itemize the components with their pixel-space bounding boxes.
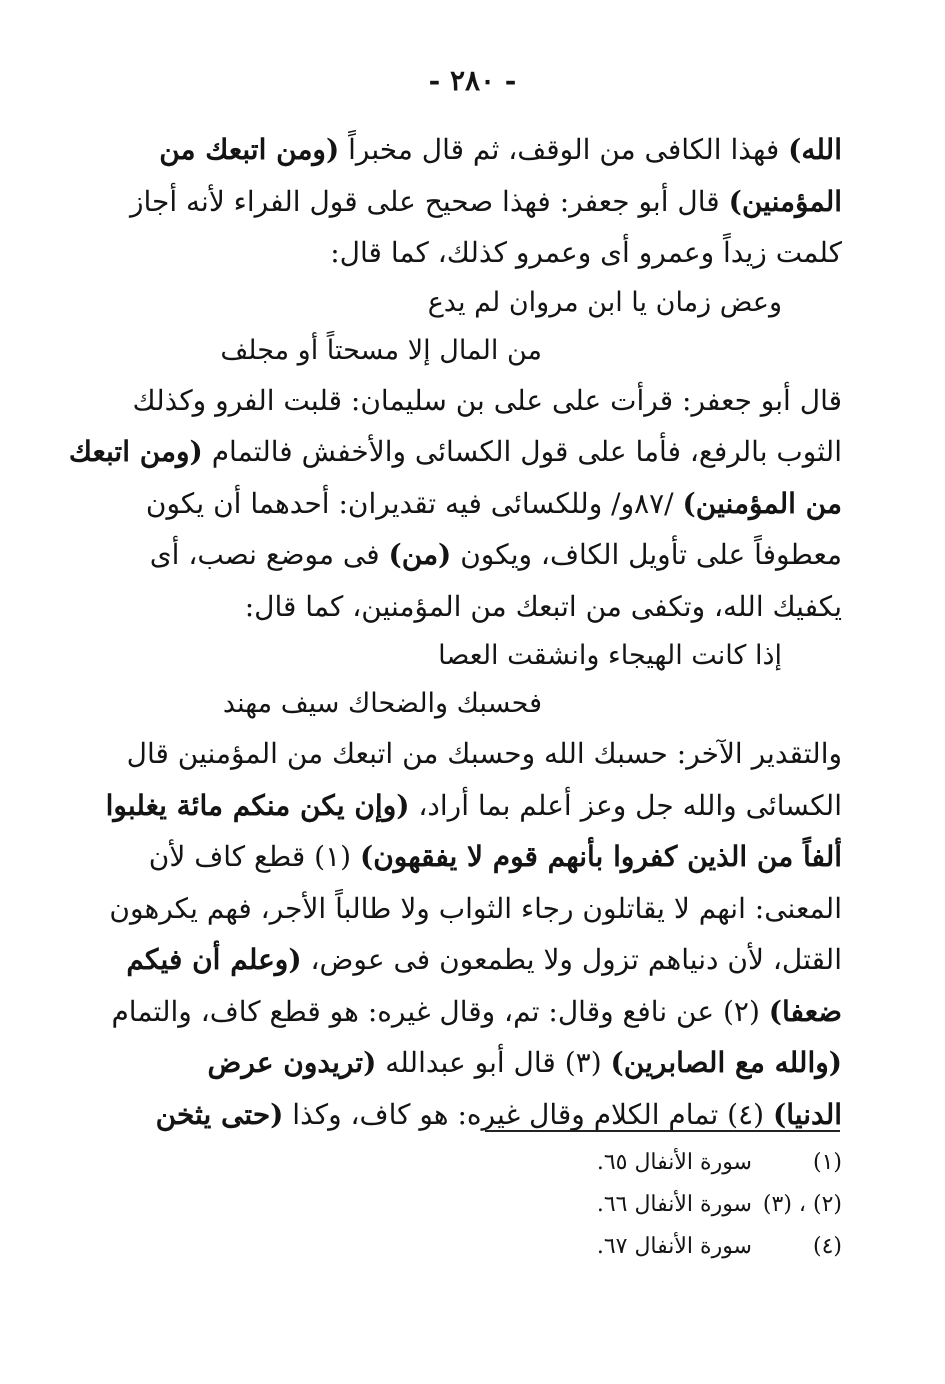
text-line: [132, 375, 842, 427]
text-line: [129, 176, 842, 228]
page-number: - ٢٨٠ -: [428, 64, 517, 97]
footnote: [422, 1226, 842, 1268]
text-segment: الكسائى والله جل وعز أعلم بما أراد،: [409, 788, 842, 822]
text-line: [132, 1089, 842, 1141]
text-line: [132, 124, 842, 176]
text-segment: معطوفاً على تأويل الكاف، ويكون: [451, 538, 842, 571]
text-line: [132, 227, 842, 279]
verse-line: [132, 680, 842, 728]
text-segment: /٨٧و/ وللكسائى فيه تقديران: أحدهما أن يكون: [145, 486, 683, 520]
text-line: [105, 780, 842, 832]
text-line: [126, 934, 842, 986]
text-segment: وعض زمان يا ابن مروان لم يدع: [427, 286, 782, 318]
text-line: [111, 986, 842, 1038]
text-line: [132, 478, 842, 530]
text-segment: يكفيك الله، وتكفى من اتبعك من المؤمنين، كما قال:: [244, 589, 842, 623]
text-segment: والتقدير الآخر: حسبك الله وحسبك من اتبعك من المؤمنين قال: [126, 737, 842, 770]
text-line: [126, 728, 842, 780]
text-segment: الثوب بالرفع، فأما على قول الكسائى والأخفش فالتمام: [202, 435, 842, 468]
footnote-text: سورة الأنفال ٦٦.: [596, 1192, 752, 1217]
footnote: [422, 1142, 842, 1184]
text-line: [132, 1037, 842, 1089]
verse-line: [132, 279, 842, 327]
quran-quote: (تريدون عرض: [207, 1046, 377, 1079]
footnote-number: (٢) ، (٣): [762, 1192, 842, 1217]
footnote-divider: [485, 1130, 840, 1132]
text-segment: (٢) عن نافع وقال: تم، وقال غيره: هو قطع كاف، والتمام: [111, 994, 769, 1028]
quran-quote: (والله مع الصابرين): [610, 1046, 842, 1079]
text-segment: المعنى: انهم لا يقاتلون رجاء الثواب ولا طالباً الأجر، فهم يكرهون: [109, 891, 842, 925]
text-segment: كلمت زيداً وعمرو أى وعمرو كذلك، كما قال:: [330, 236, 842, 269]
quran-quote: ضعفا): [768, 994, 842, 1028]
quran-quote: ألفاً من الذين كفروا بأنهم قوم لا يفقهون): [359, 840, 842, 873]
text-segment: (٤) تمام الكلام وقال غيره: هو كاف، وكذا: [283, 1097, 773, 1131]
quran-quote: (من): [388, 538, 452, 571]
quran-quote: الدنيا): [772, 1097, 842, 1131]
footnote-number: (٤): [812, 1234, 842, 1259]
body-text: [68, 124, 842, 1140]
text-line: [132, 581, 842, 633]
text-line: [68, 426, 842, 478]
quran-quote: (ومن اتبعك: [68, 435, 203, 468]
quran-quote: (حتى يثخن: [155, 1097, 284, 1131]
verse-line: [132, 632, 842, 680]
footnotes: [422, 1142, 842, 1268]
text-line: [132, 831, 842, 883]
text-segment: فحسبك والضحاك سيف مهند: [222, 688, 542, 719]
text-segment: إذا كانت الهيجاء وانشقت العصا: [438, 640, 782, 671]
quran-quote: (ومن اتبعك من: [159, 133, 340, 166]
verse-line: [132, 327, 842, 375]
footnote: [422, 1184, 842, 1226]
text-line: [109, 883, 842, 935]
text-segment: قال أبو جعفر: فهذا صحيح على قول الفراء لأنه أجاز: [129, 184, 729, 218]
text-segment: فهذا الكافى من الوقف، ثم قال مخبراً: [339, 133, 789, 166]
text-line: [132, 529, 842, 581]
quran-quote: (وإن يكن منكم مائة يغلبوا: [105, 788, 410, 822]
quran-quote: الله): [788, 133, 842, 166]
quran-quote: المؤمنين): [728, 184, 842, 218]
text-segment: القتل، لأن دنياهم تزول ولا يطمعون فى عوض،: [301, 943, 842, 976]
footnote-number: (١): [812, 1150, 842, 1175]
text-segment: (٣) قال أبو عبدالله: [376, 1046, 611, 1079]
quran-quote: (وعلم أن فيكم: [126, 943, 302, 976]
text-segment: قال أبو جعفر: قرأت على على بن سليمان: قلبت الفرو وكذلك: [132, 383, 842, 417]
text-segment: فى موضع نصب، أى: [149, 538, 389, 571]
text-segment: (١) قطع كاف لأن: [148, 840, 360, 873]
quran-quote: من المؤمنين): [682, 486, 842, 520]
footnote-text: سورة الأنفال ٦٧.: [596, 1234, 752, 1259]
footnote-text: سورة الأنفال ٦٥.: [596, 1150, 752, 1175]
text-segment: من المال إلا مسحتاً أو مجلف: [220, 334, 542, 366]
